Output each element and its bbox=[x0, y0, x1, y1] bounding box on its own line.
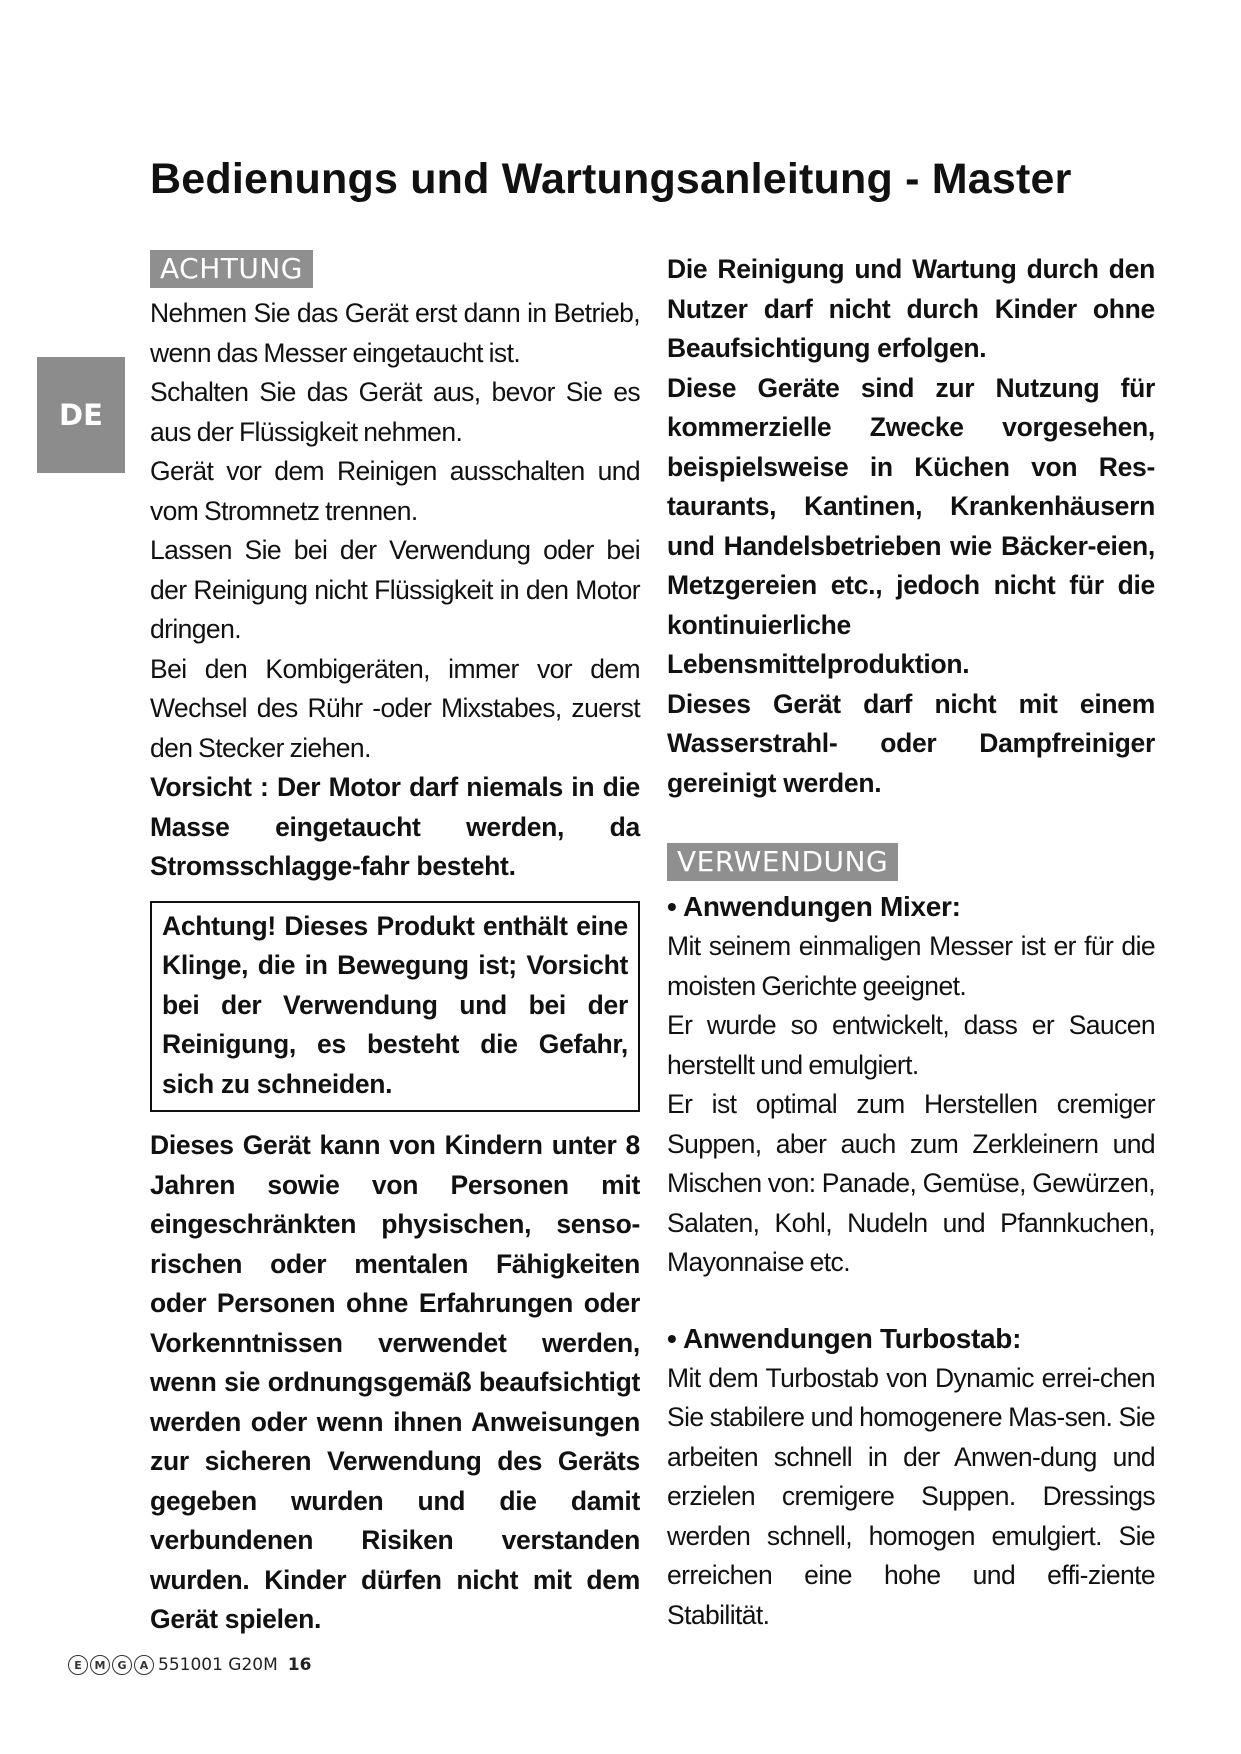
section-label-verwendung: VERWENDUNG bbox=[667, 843, 898, 881]
instruction-paragraph: Schalten Sie das Gerät aus, bevor Sie es aus der Flüssigkeit nehmen. bbox=[150, 377, 640, 447]
mixer-heading: • Anwendungen Mixer: bbox=[667, 891, 961, 922]
mixer-paragraph: Mit seinem einmaligen Messer ist er für die moisten Gerichte geeignet. bbox=[667, 931, 1155, 1001]
emga-logo bbox=[68, 1655, 154, 1675]
caution-paragraph: Vorsicht : Der Motor darf niemals in die Masse eingetaucht werden, da Stromsschlagge-fahr besteht. bbox=[150, 772, 640, 881]
mixer-paragraph: Er ist optimal zum Herstellen cremiger Suppen, aber auch zum Zerkleinern und Mischen von: Panade, Gemüse, Gewürzen, Salaten, Kohl, Nudeln und Pfannkuchen, Mayonnaise etc. bbox=[667, 1089, 1155, 1277]
blade-warning-text: Achtung! Dieses Produkt enthält eine Klinge, die in Bewegung ist; Vorsicht bei der Verwendung und bei der Reinigung, es besteht die Gefahr, sich zu schneiden. bbox=[162, 910, 628, 1099]
section-label-achtung: ACHTUNG bbox=[150, 250, 313, 288]
children-notice: Dieses Gerät kann von Kindern unter 8 Jahren sowie von Personen mit eingeschränkten physischen, senso-rischen oder mentalen Fähigkeiten oder Personen ohne Erfahrungen oder Vorkenntnissen verwendet werden, wenn sie ordnungsgemäß beaufsichtigt werden oder wenn ihnen Anweisungen zur sicheren Verwendung des Geräts gegeben wurden und die damit verbundenen Risiken verstanden wurden. Kinder dürfen nicht mit dem Gerät spielen. bbox=[150, 1130, 640, 1634]
logo-letter: A bbox=[134, 1655, 154, 1675]
blade-warning-box bbox=[150, 901, 640, 1113]
commercial-use-notice: Diese Geräte sind zur Nutzung für kommerzielle Zwecke vorgesehen, beispielsweise in Küchen von Res-taurants, Kantinen, Krankenhäusern und Handelsbetrieben wie Bäcker-eien, Metzgereien etc., jedoch nicht für die kontinuierliche Lebensmittelproduktion. bbox=[667, 372, 1155, 679]
left-column bbox=[150, 250, 640, 1640]
instruction-paragraph: Nehmen Sie das Gerät erst dann in Betrieb, wenn das Messer eingetaucht ist. bbox=[150, 298, 640, 368]
page-number: 16 bbox=[287, 1655, 312, 1675]
water-jet-notice: Dieses Gerät darf nicht mit einem Wasserstrahl- oder Dampfreiniger gereinigt werden. bbox=[667, 688, 1155, 798]
turbo-heading: • Anwendungen Turbostab: bbox=[667, 1322, 1022, 1354]
doc-code: 551001 G20M bbox=[158, 1655, 278, 1675]
page-footer bbox=[68, 1655, 311, 1675]
instruction-paragraph: Lassen Sie bei der Verwendung oder bei der Reinigung nicht Flüssigkeit in den Motor dringen. bbox=[150, 535, 640, 644]
instruction-paragraph: Bei den Kombigeräten, immer vor dem Wechsel des Rühr -oder Mixstabes, zuerst den Stecker ziehen. bbox=[150, 653, 640, 763]
mixer-paragraph: Er wurde so entwickelt, dass er Saucen herstellt und emulgiert. bbox=[667, 1010, 1155, 1080]
logo-letter: E bbox=[68, 1655, 88, 1675]
cleaning-notice: Die Reinigung und Wartung durch den Nutzer darf nicht durch Kinder ohne Beaufsichtigung erfolgen. bbox=[667, 254, 1155, 363]
turbo-paragraph: Mit dem Turbostab von Dynamic errei-chen Sie stabilere und homogenere Mas-sen. Sie arbeiten schnell in der Anwen-dung und erzielen cremigere Suppen. Dressings werden schnell, homogen emulgiert. Sie erreichen eine hohe und effi-ziente Stabilität. bbox=[667, 1362, 1155, 1630]
right-column bbox=[667, 250, 1155, 1635]
page-title: Bedienungs und Wartungsanleitung - Master bbox=[150, 155, 1072, 203]
logo-letter: G bbox=[112, 1655, 132, 1675]
instruction-paragraph: Gerät vor dem Reinigen ausschalten und vom Stromnetz trennen. bbox=[150, 456, 640, 526]
language-tab: DE bbox=[37, 357, 125, 473]
logo-letter: M bbox=[90, 1655, 110, 1675]
